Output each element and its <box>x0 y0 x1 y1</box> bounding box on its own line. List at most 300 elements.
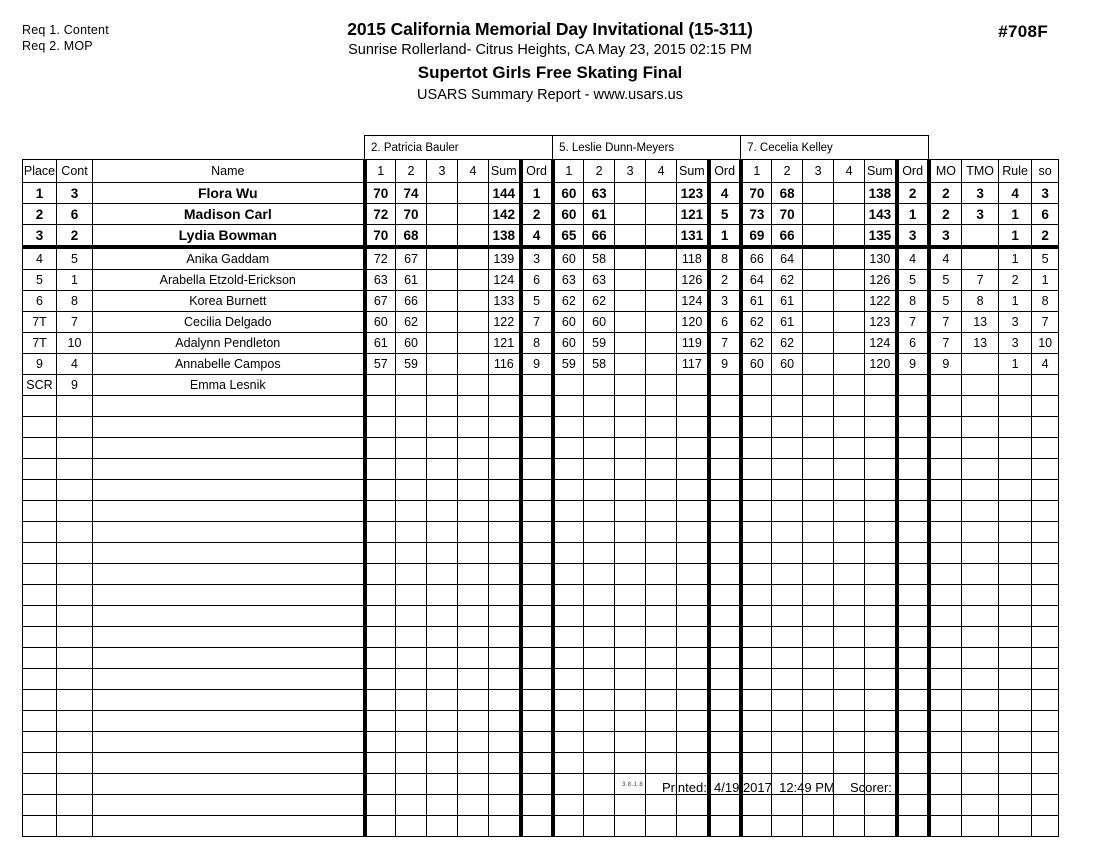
cell-name <box>93 690 365 711</box>
cell-judge1-mark1 <box>365 438 396 459</box>
cell-place <box>23 501 57 522</box>
cell-judge3-mark3 <box>803 564 834 585</box>
requirement-line-1: Req 1. Content <box>22 23 109 37</box>
cell-judge1-mark1 <box>365 711 396 732</box>
cell-judge2-mark1 <box>553 711 584 732</box>
cell-judge1-mark1 <box>365 522 396 543</box>
cell-judge1-mark1: 60 <box>365 312 396 333</box>
cell-tmo <box>962 585 999 606</box>
cell-judge1-mark3 <box>427 795 458 816</box>
cell-judge2-ord <box>709 795 741 816</box>
cell-cont <box>57 396 93 417</box>
header-judge2-mark1: 1 <box>553 160 584 183</box>
cell-judge2-ord <box>709 417 741 438</box>
cell-judge3-mark2 <box>772 396 803 417</box>
cell-tmo <box>962 690 999 711</box>
cell-judge1-mark4 <box>458 606 489 627</box>
table-row-blank[interactable] <box>23 564 1059 585</box>
cell-judge1-mark4 <box>458 183 489 204</box>
cell-judge2-mark2 <box>584 816 615 837</box>
cell-judge2-mark1 <box>553 753 584 774</box>
cell-judge2-mark1 <box>553 480 584 501</box>
cell-judge2-mark3 <box>615 606 646 627</box>
table-row-blank[interactable] <box>23 627 1059 648</box>
cell-rule <box>999 774 1032 795</box>
cell-judge2-mark3 <box>615 669 646 690</box>
cell-place <box>23 438 57 459</box>
cell-cont <box>57 816 93 837</box>
cell-so: 2 <box>1032 225 1059 248</box>
cell-judge2-mark3 <box>615 753 646 774</box>
cell-judge2-sum <box>677 816 709 837</box>
cell-judge3-mark3 <box>803 753 834 774</box>
cell-mo: 5 <box>929 291 962 312</box>
cell-judge1-mark3 <box>427 480 458 501</box>
cell-judge3-ord <box>897 648 929 669</box>
cell-judge1-mark4 <box>458 270 489 291</box>
cell-judge2-mark1: 60 <box>553 183 584 204</box>
cell-judge2-mark4 <box>646 669 677 690</box>
cell-judge2-mark3 <box>615 204 646 225</box>
cell-judge3-mark2 <box>772 669 803 690</box>
cell-judge1-sum <box>489 627 521 648</box>
cell-judge3-mark4 <box>834 480 865 501</box>
cell-judge1-mark1 <box>365 690 396 711</box>
cell-judge2-mark1 <box>553 396 584 417</box>
cell-place <box>23 564 57 585</box>
cell-judge1-sum <box>489 501 521 522</box>
cell-cont <box>57 543 93 564</box>
cell-judge1-mark1 <box>365 396 396 417</box>
cell-judge3-sum <box>865 564 897 585</box>
cell-judge3-sum <box>865 459 897 480</box>
cell-name <box>93 585 365 606</box>
cell-judge3-ord: 6 <box>897 333 929 354</box>
header-judge1-mark4: 4 <box>458 160 489 183</box>
cell-judge3-mark2 <box>772 438 803 459</box>
cell-name <box>93 396 365 417</box>
cell-judge1-ord <box>521 543 553 564</box>
cell-rule <box>999 648 1032 669</box>
cell-judge1-mark4 <box>458 627 489 648</box>
table-row-blank[interactable] <box>23 774 1059 795</box>
cell-tmo: 8 <box>962 291 999 312</box>
table-row[interactable] <box>23 183 1059 204</box>
table-row-blank[interactable] <box>23 648 1059 669</box>
cell-judge1-mark4 <box>458 354 489 375</box>
cell-judge3-mark3 <box>803 543 834 564</box>
cell-judge2-mark3 <box>615 564 646 585</box>
cell-judge3-mark1 <box>741 795 772 816</box>
cell-judge1-mark3 <box>427 585 458 606</box>
table-row-blank[interactable] <box>23 438 1059 459</box>
cell-judge3-mark4 <box>834 270 865 291</box>
cell-judge2-mark3 <box>615 585 646 606</box>
cell-judge1-mark2 <box>396 690 427 711</box>
cell-judge3-sum <box>865 627 897 648</box>
table-row[interactable] <box>23 247 1059 270</box>
cell-judge3-mark3 <box>803 480 834 501</box>
cell-cont <box>57 711 93 732</box>
cell-judge1-mark1: 72 <box>365 204 396 225</box>
summary-sheet <box>22 135 1053 837</box>
cell-judge1-mark3 <box>427 333 458 354</box>
cell-judge1-mark3 <box>427 753 458 774</box>
cell-name <box>93 480 365 501</box>
cell-judge1-mark3 <box>427 417 458 438</box>
cell-judge3-ord: 2 <box>897 183 929 204</box>
cell-rule <box>999 585 1032 606</box>
table-row-blank[interactable] <box>23 543 1059 564</box>
cell-judge1-ord <box>521 459 553 480</box>
cell-judge3-mark3 <box>803 291 834 312</box>
cell-cont <box>57 438 93 459</box>
cell-judge2-mark1 <box>553 564 584 585</box>
cell-judge1-mark4 <box>458 795 489 816</box>
header-judge1-mark3: 3 <box>427 160 458 183</box>
cell-judge1-mark3 <box>427 247 458 270</box>
cell-judge2-mark2 <box>584 501 615 522</box>
header-judge3-sum: Sum <box>865 160 897 183</box>
cell-tmo: 3 <box>962 183 999 204</box>
table-row-blank[interactable] <box>23 690 1059 711</box>
cell-judge1-mark1 <box>365 753 396 774</box>
cell-judge2-mark4 <box>646 417 677 438</box>
cell-so: 1 <box>1032 270 1059 291</box>
cell-judge2-sum: 121 <box>677 204 709 225</box>
cell-judge3-mark3 <box>803 204 834 225</box>
cell-judge1-mark1 <box>365 648 396 669</box>
cell-judge3-mark3 <box>803 732 834 753</box>
cell-place <box>23 585 57 606</box>
cell-judge2-sum <box>677 543 709 564</box>
cell-judge1-ord: 1 <box>521 183 553 204</box>
header-tmo: TMO <box>962 160 999 183</box>
cell-judge3-mark1 <box>741 816 772 837</box>
cell-so: 4 <box>1032 354 1059 375</box>
cell-judge3-mark4 <box>834 204 865 225</box>
cell-mo: 2 <box>929 183 962 204</box>
cell-judge1-ord <box>521 732 553 753</box>
cell-judge3-ord <box>897 564 929 585</box>
cell-rule <box>999 375 1032 396</box>
cell-judge1-mark1 <box>365 816 396 837</box>
cell-rule <box>999 606 1032 627</box>
cell-judge2-ord <box>709 816 741 837</box>
cell-judge3-mark2: 62 <box>772 333 803 354</box>
cell-rule: 2 <box>999 270 1032 291</box>
cell-judge1-ord <box>521 396 553 417</box>
judge-banner-2: 5. Leslie Dunn-Meyers <box>553 136 741 160</box>
cell-cont <box>57 606 93 627</box>
cell-judge1-sum: 124 <box>489 270 521 291</box>
cell-judge3-mark1 <box>741 501 772 522</box>
cell-judge2-mark1 <box>553 816 584 837</box>
cell-judge2-mark1: 65 <box>553 225 584 248</box>
cell-judge2-mark1 <box>553 627 584 648</box>
table-row-blank[interactable] <box>23 795 1059 816</box>
cell-mo <box>929 774 962 795</box>
cell-judge3-mark1: 64 <box>741 270 772 291</box>
table-row[interactable] <box>23 204 1059 225</box>
table-row-blank[interactable] <box>23 396 1059 417</box>
cell-rule <box>999 459 1032 480</box>
cell-judge1-mark3 <box>427 543 458 564</box>
cell-tmo <box>962 606 999 627</box>
cell-judge3-sum <box>865 522 897 543</box>
cell-judge1-mark4 <box>458 291 489 312</box>
cell-judge3-sum: 122 <box>865 291 897 312</box>
table-row[interactable] <box>23 291 1059 312</box>
document-code: #708F <box>998 22 1048 41</box>
cell-tmo <box>962 459 999 480</box>
cell-rule <box>999 627 1032 648</box>
cell-judge2-mark2 <box>584 396 615 417</box>
cell-cont <box>57 627 93 648</box>
cell-so <box>1032 795 1059 816</box>
cell-judge1-ord: 5 <box>521 291 553 312</box>
cell-judge1-sum <box>489 753 521 774</box>
cell-judge3-mark2 <box>772 480 803 501</box>
table-row-blank[interactable] <box>23 669 1059 690</box>
cell-judge1-mark2: 66 <box>396 291 427 312</box>
cell-judge3-ord <box>897 795 929 816</box>
cell-judge3-mark3 <box>803 438 834 459</box>
cell-judge1-mark1 <box>365 732 396 753</box>
cell-judge2-mark3 <box>615 543 646 564</box>
cell-so <box>1032 564 1059 585</box>
cell-judge1-mark2 <box>396 711 427 732</box>
cell-judge3-ord <box>897 585 929 606</box>
cell-judge3-mark1: 60 <box>741 354 772 375</box>
cell-cont <box>57 480 93 501</box>
cell-judge2-mark1: 59 <box>553 354 584 375</box>
cell-rule <box>999 522 1032 543</box>
table-row[interactable] <box>23 312 1059 333</box>
header-judge3-mark3: 3 <box>803 160 834 183</box>
cell-mo <box>929 606 962 627</box>
cell-judge1-sum <box>489 816 521 837</box>
table-row[interactable] <box>23 354 1059 375</box>
cell-judge3-mark4 <box>834 459 865 480</box>
table-row[interactable] <box>23 375 1059 396</box>
cell-cont <box>57 648 93 669</box>
cell-place: 3 <box>23 225 57 248</box>
cell-judge1-mark3 <box>427 774 458 795</box>
cell-judge3-ord <box>897 522 929 543</box>
cell-judge3-sum <box>865 417 897 438</box>
table-row-blank[interactable] <box>23 417 1059 438</box>
cell-judge3-mark3 <box>803 501 834 522</box>
cell-judge2-mark2: 63 <box>584 183 615 204</box>
cell-judge1-mark1 <box>365 501 396 522</box>
cell-cont <box>57 669 93 690</box>
cell-judge1-mark3 <box>427 564 458 585</box>
cell-mo <box>929 543 962 564</box>
cell-judge3-mark2: 64 <box>772 247 803 270</box>
cell-judge2-mark4 <box>646 732 677 753</box>
table-row-blank[interactable] <box>23 501 1059 522</box>
table-row[interactable] <box>23 333 1059 354</box>
cell-judge1-mark1: 67 <box>365 291 396 312</box>
cell-rule <box>999 543 1032 564</box>
cell-judge1-mark3 <box>427 291 458 312</box>
cell-so <box>1032 690 1059 711</box>
cell-judge2-mark3 <box>615 690 646 711</box>
cell-judge2-mark1 <box>553 795 584 816</box>
table-row-blank[interactable] <box>23 711 1059 732</box>
cell-cont <box>57 522 93 543</box>
cell-rule <box>999 816 1032 837</box>
cell-judge3-mark4 <box>834 753 865 774</box>
cell-judge1-mark3 <box>427 312 458 333</box>
cell-so <box>1032 732 1059 753</box>
cell-judge1-mark2 <box>396 564 427 585</box>
cell-judge2-ord <box>709 732 741 753</box>
cell-judge3-mark1 <box>741 606 772 627</box>
table-row-blank[interactable] <box>23 606 1059 627</box>
cell-tmo <box>962 438 999 459</box>
cell-judge3-mark3 <box>803 648 834 669</box>
cell-judge2-mark1 <box>553 585 584 606</box>
cell-judge2-mark3 <box>615 648 646 669</box>
cell-judge1-mark1: 61 <box>365 333 396 354</box>
cell-mo <box>929 375 962 396</box>
cell-judge2-mark2: 62 <box>584 291 615 312</box>
cell-judge2-mark1: 63 <box>553 270 584 291</box>
cell-judge1-ord <box>521 501 553 522</box>
header-cont: Cont <box>57 160 93 183</box>
cell-judge2-sum <box>677 480 709 501</box>
cell-judge3-mark2 <box>772 648 803 669</box>
cell-judge2-mark2: 60 <box>584 312 615 333</box>
cell-judge3-mark3 <box>803 627 834 648</box>
cell-rule: 1 <box>999 354 1032 375</box>
cell-judge1-sum <box>489 459 521 480</box>
cell-judge3-mark4 <box>834 543 865 564</box>
cell-rule: 1 <box>999 291 1032 312</box>
cell-judge3-sum <box>865 480 897 501</box>
table-row-blank[interactable] <box>23 816 1059 837</box>
cell-judge1-sum <box>489 795 521 816</box>
cell-judge2-mark2 <box>584 417 615 438</box>
cell-judge1-mark3 <box>427 183 458 204</box>
cell-judge3-mark2 <box>772 732 803 753</box>
cell-judge2-mark3 <box>615 816 646 837</box>
cell-judge3-mark4 <box>834 247 865 270</box>
cell-place <box>23 606 57 627</box>
cell-judge1-sum <box>489 585 521 606</box>
cell-tmo <box>962 795 999 816</box>
cell-judge3-mark2 <box>772 585 803 606</box>
cell-judge1-mark1 <box>365 774 396 795</box>
cell-judge2-mark3 <box>615 732 646 753</box>
cell-judge2-mark2 <box>584 795 615 816</box>
cell-mo: 7 <box>929 312 962 333</box>
cell-mo <box>929 753 962 774</box>
table-row-blank[interactable] <box>23 480 1059 501</box>
cell-judge3-mark4 <box>834 375 865 396</box>
cell-judge3-mark1 <box>741 753 772 774</box>
cell-judge3-mark2: 66 <box>772 225 803 248</box>
cell-judge1-mark3 <box>427 501 458 522</box>
cell-name <box>93 627 365 648</box>
cell-judge2-sum <box>677 501 709 522</box>
cell-judge1-mark4 <box>458 690 489 711</box>
cell-name <box>93 438 365 459</box>
header-judge1-mark2: 2 <box>396 160 427 183</box>
cell-judge1-ord <box>521 795 553 816</box>
cell-judge3-ord <box>897 606 929 627</box>
table-row-blank[interactable] <box>23 522 1059 543</box>
cell-judge3-mark3 <box>803 396 834 417</box>
cell-judge1-mark2 <box>396 795 427 816</box>
cell-judge3-sum <box>865 711 897 732</box>
cell-judge2-mark3 <box>615 627 646 648</box>
cell-judge3-mark4 <box>834 438 865 459</box>
table-row-blank[interactable] <box>23 459 1059 480</box>
table-row[interactable] <box>23 225 1059 248</box>
judge-banner-row <box>23 136 1059 160</box>
cell-judge3-ord <box>897 669 929 690</box>
cell-judge1-mark1 <box>365 459 396 480</box>
cell-judge2-mark3 <box>615 711 646 732</box>
cell-judge1-mark3 <box>427 690 458 711</box>
cell-cont: 10 <box>57 333 93 354</box>
cell-name <box>93 501 365 522</box>
cell-so <box>1032 585 1059 606</box>
cell-cont <box>57 564 93 585</box>
table-row[interactable] <box>23 270 1059 291</box>
cell-judge3-mark4 <box>834 312 865 333</box>
cell-rule <box>999 480 1032 501</box>
cell-judge2-mark1 <box>553 375 584 396</box>
cell-judge1-mark1 <box>365 627 396 648</box>
table-row-blank[interactable] <box>23 585 1059 606</box>
cell-place <box>23 627 57 648</box>
cell-judge3-mark3 <box>803 183 834 204</box>
cell-judge1-mark1: 70 <box>365 183 396 204</box>
cell-judge3-mark3 <box>803 354 834 375</box>
cell-judge3-mark4 <box>834 291 865 312</box>
cell-so: 7 <box>1032 312 1059 333</box>
cell-judge1-sum: 139 <box>489 247 521 270</box>
cell-judge1-mark4 <box>458 247 489 270</box>
cell-judge2-mark4 <box>646 480 677 501</box>
cell-judge2-mark4 <box>646 543 677 564</box>
cell-judge2-mark4 <box>646 183 677 204</box>
cell-judge1-ord <box>521 417 553 438</box>
table-row-blank[interactable] <box>23 753 1059 774</box>
header-judge3-mark2: 2 <box>772 160 803 183</box>
header-so: so <box>1032 160 1059 183</box>
cell-judge2-mark3 <box>615 438 646 459</box>
cell-judge2-mark4 <box>646 396 677 417</box>
cell-judge3-mark2 <box>772 690 803 711</box>
cell-judge3-mark3 <box>803 225 834 248</box>
cell-judge3-sum <box>865 438 897 459</box>
results-table <box>22 135 1059 837</box>
cell-judge2-mark4 <box>646 204 677 225</box>
cell-rule <box>999 417 1032 438</box>
cell-judge3-mark1 <box>741 522 772 543</box>
cell-judge3-mark3 <box>803 606 834 627</box>
cell-so <box>1032 774 1059 795</box>
cell-judge3-mark1 <box>741 375 772 396</box>
cell-tmo <box>962 480 999 501</box>
cell-judge3-sum <box>865 501 897 522</box>
table-row-blank[interactable] <box>23 732 1059 753</box>
